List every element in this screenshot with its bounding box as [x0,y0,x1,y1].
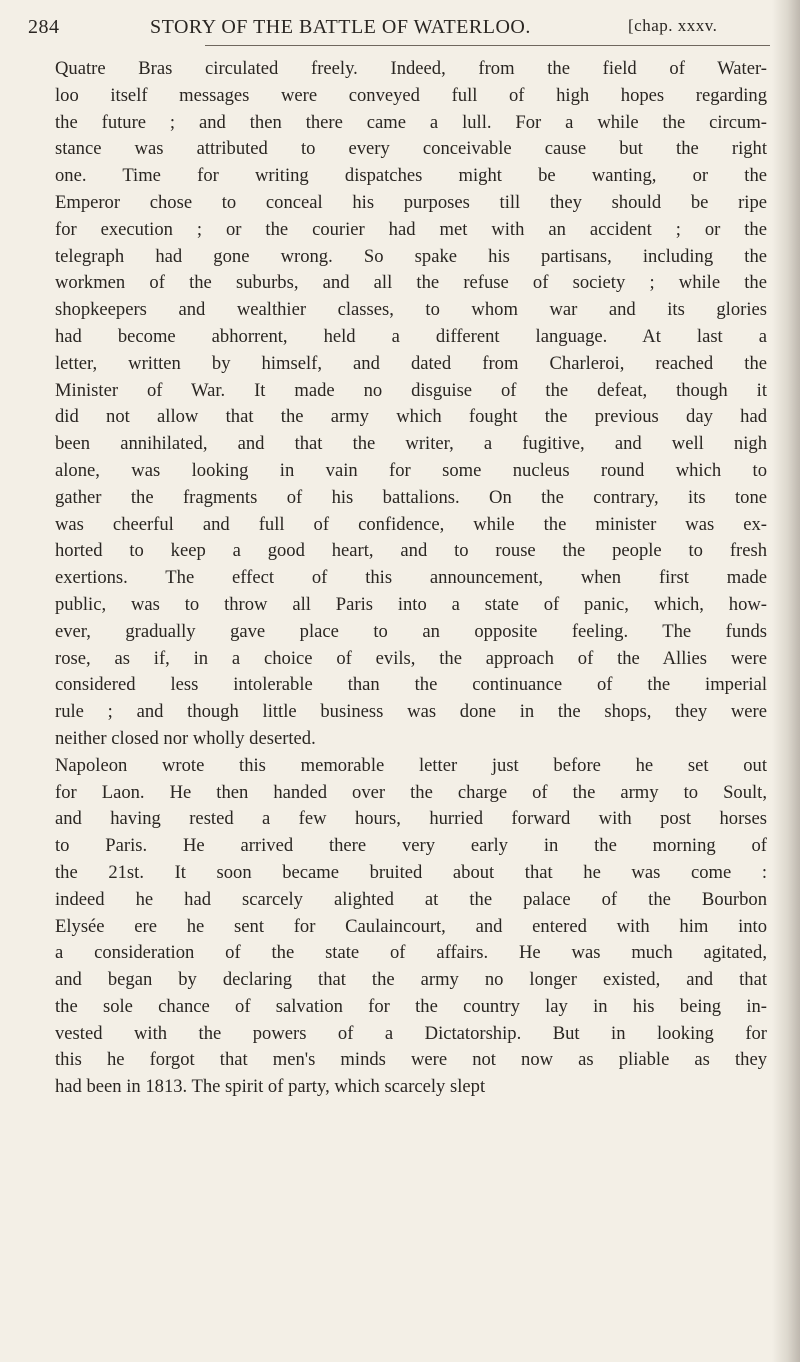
text-line: shopkeepers and wealthier classes, to whom war and its glories [55,299,767,321]
text-line: public, was to throw all Paris into a state of panic, which, how- [55,593,767,615]
text-line: considered less intolerable than the continuance of the imperial [55,674,767,696]
text-line: vested with the powers of a Dictatorship. But in looking for [55,1022,767,1044]
body-text [55,56,767,1101]
text-line: gather the fragments of his battalions. On the contrary, its tone [55,486,767,508]
text-line: was cheerful and full of confidence, while the minister was ex- [55,513,767,535]
text-line: a consideration of the state of affairs. He was much agitated, [55,942,767,964]
text-line: had become abhorrent, held a different language. At last a [55,325,767,347]
page-header [14,16,774,48]
text-line: Minister of War. It made no disguise of the defeat, though it [55,379,767,401]
text-line: for execution ; or the courier had met with an accident ; or the [55,218,767,240]
text-line: rose, as if, in a choice of evils, the approach of the Allies were [55,647,767,669]
text-line: indeed he had scarcely alighted at the palace of the Bourbon [55,888,767,910]
text-line: to Paris. He arrived there very early in the morning of [55,835,767,857]
text-line: Emperor chose to conceal his purposes till they should be ripe [55,191,767,213]
text-line: this he forgot that men's minds were not now as pliable as they [55,1049,767,1071]
paragraph [55,753,767,1101]
text-line: the sole chance of salvation for the country lay in his being in- [55,995,767,1017]
text-line: been annihilated, and that the writer, a fugitive, and well nigh [55,433,767,455]
text-line: did not allow that the army which fought the previous day had [55,406,767,428]
text-line: Napoleon wrote this memorable letter just before he set out [55,754,767,776]
text-line: and began by declaring that the army no longer existed, and that [55,969,767,991]
text-line: rule ; and though little business was done in the shops, they were [55,701,767,723]
text-line: telegraph had gone wrong. So spake his partisans, including the [55,245,767,267]
text-line: letter, written by himself, and dated from Charleroi, reached the [55,352,767,374]
text-line: and having rested a few hours, hurried forward with post horses [55,808,767,830]
text-line: the 21st. It soon became bruited about that he was come : [55,861,767,883]
text-line: exertions. The effect of this announcement, when first made [55,567,767,589]
chapter-reference: [chap. xxxv. [628,16,718,35]
text-line: one. Time for writing dispatches might be wanting, or the [55,165,767,187]
text-line: neither closed nor wholly deserted. [55,727,316,749]
text-line: ever, gradually gave place to an opposite feeling. The funds [55,620,767,642]
text-line: the future ; and then there came a lull. For a while the circum- [55,111,767,133]
header-rule [205,45,770,46]
text-line: stance was attributed to every conceivable cause but the right [55,138,767,160]
page-edge-shadow [772,0,800,1362]
text-line: horted to keep a good heart, and to rouse the people to fresh [55,540,767,562]
running-title: STORY OF THE BATTLE OF WATERLOO. [150,16,531,38]
text-line: had been in 1813. The spirit of party, which scarcely slept [55,1076,486,1098]
text-line: alone, was looking in vain for some nucleus round which to [55,459,767,481]
text-line: for Laon. He then handed over the charge of the army to Soult, [55,781,767,803]
text-line: Elysée ere he sent for Caulaincourt, and entered with him into [55,915,767,937]
paragraph [55,56,767,753]
page-number: 284 [28,16,60,38]
text-line: workmen of the suburbs, and all the refuse of society ; while the [55,272,767,294]
text-line: Quatre Bras circulated freely. Indeed, from the field of Water- [55,58,767,79]
text-line: loo itself messages were conveyed full of high hopes regarding [55,84,767,106]
